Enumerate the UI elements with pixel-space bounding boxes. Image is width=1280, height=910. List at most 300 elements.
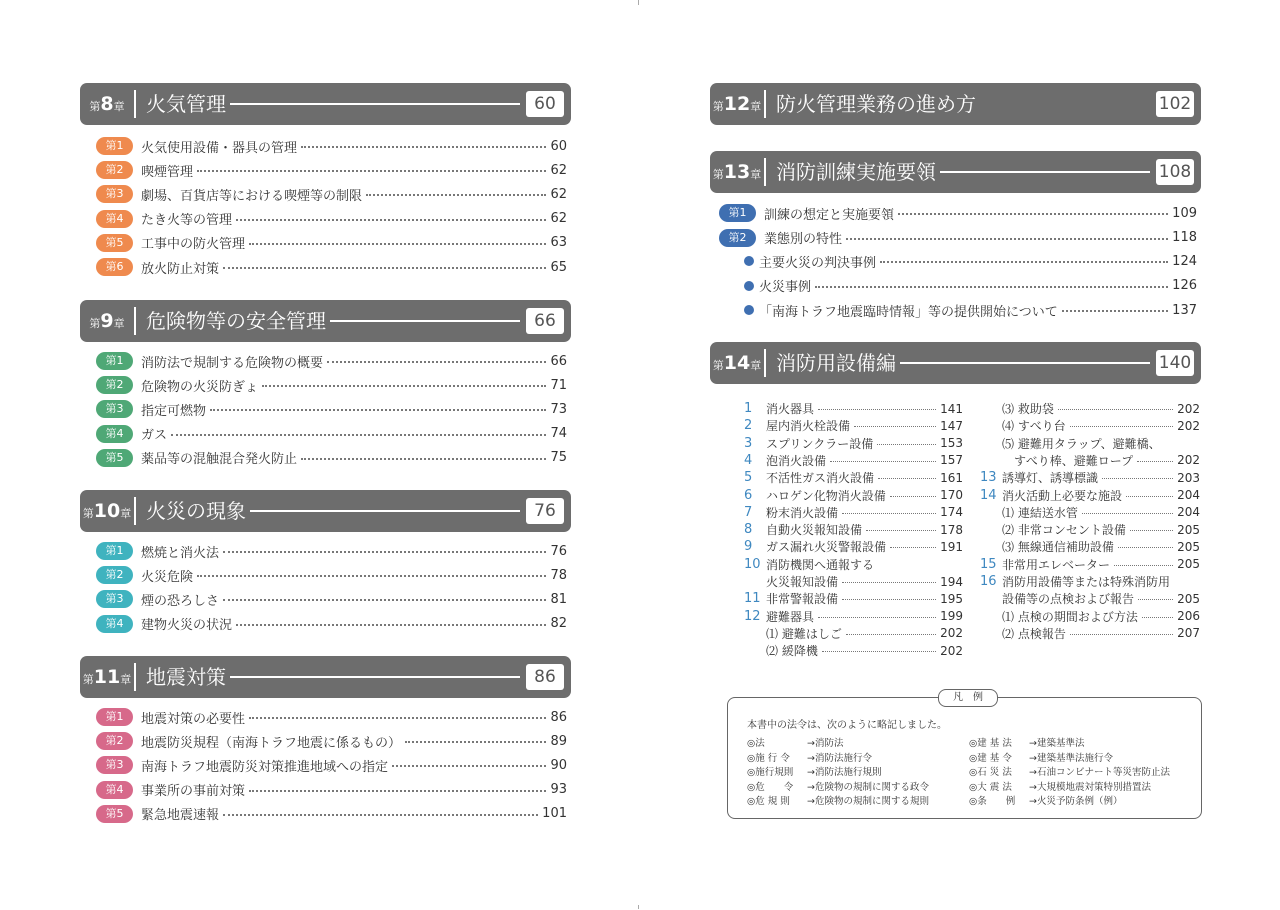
entry-title: 「南海トラフ地震臨時情報」等の提供開始について: [759, 304, 1058, 320]
leader-dots: [818, 617, 936, 618]
entry-page: 74: [550, 426, 567, 442]
equipment-title: 泡消火設備: [766, 453, 827, 468]
leader-dots: [842, 599, 936, 600]
section-badge: 第4: [96, 210, 133, 228]
section-badge: 第5: [96, 805, 133, 823]
chapter-title: 地震対策: [146, 656, 520, 698]
equipment-title: 火災報知設備: [766, 575, 839, 589]
chapter-11-header: [80, 656, 571, 698]
equipment-page: 205: [1177, 591, 1200, 606]
equipment-title: ⑴ 点検の期間および方法: [1002, 609, 1138, 624]
legend-title: 凡 例: [938, 689, 998, 707]
entry-title: 火気使用設備・器具の管理: [141, 140, 298, 156]
entry-title: 地震対策の必要性: [141, 711, 246, 727]
leader-dots: [1126, 496, 1173, 497]
entry-title: 建物火災の状況: [141, 618, 233, 634]
section-badge: 第3: [96, 590, 133, 608]
toc-entry[interactable]: [96, 375, 567, 395]
equipment-page: 141: [940, 401, 963, 416]
leader-dots: [878, 478, 936, 479]
equipment-page: 161: [940, 470, 963, 485]
leader-dots: [171, 434, 546, 436]
entry-title: 指定可燃物: [141, 403, 207, 419]
leader-dots: [327, 361, 546, 363]
equipment-entry[interactable]: [980, 573, 1200, 590]
toc-entry[interactable]: [96, 731, 567, 751]
entry-page: 82: [550, 616, 567, 632]
equipment-title: 消防機関へ通報する: [766, 557, 875, 572]
equipment-title: 屋内消火栓設備: [766, 419, 851, 434]
equipment-page: 202: [1177, 453, 1200, 468]
equipment-page: 205: [1177, 539, 1200, 554]
legend-full: →石油コンビナート等災害防止法: [1029, 767, 1170, 779]
chapter-title: 危険物等の安全管理: [146, 300, 520, 342]
equipment-page: 202: [1177, 418, 1200, 433]
chapter-label: 第11章: [82, 666, 132, 688]
leader-dots: [249, 243, 546, 245]
equipment-entry[interactable]: [980, 625, 1200, 642]
equipment-entry[interactable]: [744, 417, 963, 434]
leader-dots: [880, 261, 1168, 263]
entry-page: 73: [550, 401, 567, 417]
entry-page: 137: [1172, 302, 1197, 318]
equipment-title: ⑵ 非常コンセント設備: [1002, 523, 1126, 538]
equipment-page: 206: [1177, 609, 1200, 624]
entry-page: 62: [550, 211, 567, 227]
section-badge: 第3: [96, 185, 133, 203]
entry-page: 86: [550, 709, 567, 725]
equipment-entry[interactable]: [980, 487, 1200, 504]
legend-full: →危険物の規制に関する政令: [807, 781, 929, 793]
equipment-entry[interactable]: [980, 538, 1200, 555]
equipment-title: 誘導灯、誘導標識: [1002, 471, 1099, 486]
equipment-page: 202: [940, 643, 963, 658]
leader-dots: [1130, 530, 1173, 531]
leader-dots: [890, 547, 936, 548]
leader-dots: [846, 238, 1168, 240]
equipment-number: 8: [744, 522, 753, 538]
chapter-page: 140: [1156, 350, 1194, 376]
equipment-title: 不活性ガス消火設備: [766, 471, 875, 486]
equipment-title: 避難器具: [766, 609, 815, 624]
toc-entry[interactable]: [96, 136, 567, 156]
chapter-12-header: [710, 83, 1201, 125]
chapter-8-header: [80, 83, 571, 125]
legend-full: →消防法: [807, 738, 844, 749]
equipment-entry[interactable]: [980, 590, 1200, 607]
section-badge: 第5: [96, 449, 133, 467]
equipment-entry[interactable]: [744, 642, 963, 659]
equipment-number: 5: [744, 470, 753, 486]
equipment-title: ⑴ 避難はしご: [766, 626, 842, 641]
entry-title: ガス: [141, 428, 168, 444]
chapter-label: 第8章: [89, 93, 125, 115]
entry-page: 101: [542, 806, 567, 822]
chapter-9-header: [80, 300, 571, 342]
entry-title: 劇場、百貨店等における喫煙等の制限: [141, 188, 363, 204]
legend-abbr: ◎建 基 令: [969, 752, 1012, 764]
chapter-title: 火災の現象: [146, 490, 520, 532]
entry-title: 燃焼と消火法: [141, 545, 220, 561]
entry-page: 75: [550, 450, 567, 466]
section-badge: 第2: [719, 229, 756, 247]
section-badge: 第4: [96, 615, 133, 633]
leader-dots: [223, 599, 546, 601]
entry-page: 89: [550, 733, 567, 749]
entry-page: 118: [1172, 230, 1197, 245]
equipment-title: 消火器具: [766, 402, 815, 416]
equipment-entry[interactable]: [744, 538, 963, 555]
bullet-icon: [744, 256, 754, 266]
leader-dots: [846, 634, 936, 635]
equipment-title: すべり棒、避難ロープ: [1002, 453, 1134, 468]
entry-page: 71: [550, 377, 567, 393]
legend-abbr: ◎建 基 法: [969, 738, 1012, 749]
chapter-title: 火気管理: [146, 83, 520, 125]
entry-page: 62: [550, 162, 567, 178]
entry-title: 火災危険: [141, 569, 194, 585]
equipment-number: 15: [980, 556, 997, 572]
leader-dots: [249, 717, 546, 719]
equipment-number: 9: [744, 539, 753, 555]
equipment-entry[interactable]: [744, 504, 963, 521]
equipment-title: 非常用エレベーター: [1002, 557, 1111, 572]
equipment-title: 消火活動上必要な施設: [1002, 488, 1123, 503]
entry-page: 65: [550, 259, 567, 275]
legend-full: →大規模地震対策特別措置法: [1029, 781, 1151, 793]
entry-page: 62: [550, 186, 567, 202]
section-badge: 第5: [96, 234, 133, 252]
equipment-entry[interactable]: [744, 625, 963, 642]
section-badge: 第4: [96, 781, 133, 799]
leader-dots: [815, 286, 1168, 288]
equipment-page: 174: [940, 505, 963, 520]
toc-entry[interactable]: [96, 541, 567, 561]
section-badge: 第1: [96, 137, 133, 155]
equipment-entry[interactable]: [980, 556, 1200, 573]
leader-dots: [842, 513, 936, 514]
section-badge: 第2: [96, 376, 133, 394]
entry-title: 主要火災の判決事例: [759, 255, 877, 271]
legend-full: →消防法施行令: [807, 752, 872, 764]
legend-abbr: ◎危 規 則: [747, 796, 790, 808]
equipment-number: 2: [744, 418, 753, 434]
leader-dots: [210, 409, 546, 411]
leader-dots: [818, 409, 936, 410]
bullet-icon: [744, 305, 754, 315]
section-badge: 第2: [96, 566, 133, 584]
equipment-entry[interactable]: [744, 400, 963, 417]
legend-abbr: ◎施行規則: [747, 767, 794, 779]
equipment-page: 202: [940, 626, 963, 641]
entry-page: 78: [550, 567, 567, 583]
equipment-title: ⑸ 避難用タラップ、避難橋、: [1002, 436, 1161, 451]
leader-dots: [366, 194, 546, 196]
equipment-entry[interactable]: [980, 435, 1200, 452]
leader-dots: [1138, 599, 1173, 600]
equipment-number: 6: [744, 487, 753, 503]
entry-title: 業態別の特性: [764, 232, 843, 247]
leader-dots: [392, 765, 546, 767]
leader-dots: [197, 170, 546, 172]
toc-subentry[interactable]: [744, 251, 1197, 271]
equipment-page: 205: [1177, 557, 1200, 572]
equipment-entry[interactable]: [744, 556, 963, 573]
section-badge: 第6: [96, 258, 133, 276]
section-badge: 第1: [96, 708, 133, 726]
equipment-entry[interactable]: [980, 469, 1200, 486]
equipment-entry[interactable]: [980, 504, 1200, 521]
chapter-title: 消防用設備編: [776, 342, 1150, 384]
entry-title: 火災事例: [759, 280, 812, 295]
toc-entry[interactable]: [719, 203, 1197, 223]
toc-entry[interactable]: [96, 589, 567, 609]
toc-entry[interactable]: [96, 804, 567, 824]
section-badge: 第1: [96, 542, 133, 560]
equipment-entry[interactable]: [980, 608, 1200, 625]
entry-title: 消防法で規制する危険物の概要: [141, 355, 324, 371]
equipment-page: 178: [940, 522, 963, 537]
chapter-page: 86: [526, 664, 564, 690]
chapter-page: 76: [526, 498, 564, 524]
equipment-page: 153: [940, 436, 963, 451]
toc-entry[interactable]: [96, 755, 567, 775]
equipment-title: 粉末消火設備: [766, 505, 839, 520]
chapter-label: 第12章: [712, 93, 762, 115]
equipment-title: 設備等の点検および報告: [1002, 592, 1135, 607]
leader-dots: [1142, 617, 1173, 618]
entry-page: 126: [1172, 278, 1197, 293]
leader-dots: [822, 651, 936, 652]
legend-abbr: ◎石 災 法: [969, 767, 1012, 779]
entry-title: 薬品等の混触混合発火防止: [141, 452, 298, 468]
chapter-10-header: [80, 490, 571, 532]
toc-entry[interactable]: [96, 424, 567, 444]
toc-subentry[interactable]: [744, 300, 1197, 320]
equipment-page: 195: [940, 591, 963, 606]
chapter-page: 108: [1156, 159, 1194, 185]
entry-title: 危険物の火災防ぎょ: [141, 379, 259, 395]
entry-page: 66: [550, 353, 567, 369]
leader-dots: [830, 461, 936, 462]
leader-dots: [301, 458, 546, 460]
equipment-page: 202: [1177, 401, 1200, 416]
entry-title: 工事中の防火管理: [141, 237, 246, 253]
equipment-number: 13: [980, 470, 997, 486]
section-badge: 第3: [96, 756, 133, 774]
legend-abbr: ◎危 令: [747, 781, 794, 793]
leader-dots: [1058, 409, 1173, 410]
leader-dots: [223, 814, 538, 816]
equipment-title: スプリンクラー設備: [766, 436, 874, 451]
legend-full: →消防法施行規則: [807, 767, 882, 779]
equipment-entry[interactable]: [744, 452, 963, 469]
equipment-title: ⑶ 無線通信補助設備: [1002, 540, 1114, 555]
leader-dots: [301, 146, 546, 148]
equipment-number: 10: [744, 556, 761, 572]
toc-entry[interactable]: [96, 257, 567, 277]
equipment-title: ガス漏れ火災警報設備: [766, 540, 887, 555]
legend-abbr: ◎法: [747, 738, 765, 749]
legend-abbr: ◎条 例: [969, 796, 1016, 808]
toc-subentry[interactable]: [744, 276, 1197, 296]
toc-entry[interactable]: [719, 228, 1197, 248]
entry-page: 76: [550, 543, 567, 559]
equipment-page: 157: [940, 453, 963, 468]
equipment-page: 194: [940, 574, 963, 589]
equipment-number: 12: [744, 608, 761, 624]
equipment-entry[interactable]: [980, 452, 1200, 469]
legend-full: →建築基準法: [1029, 738, 1085, 749]
chapter-title: 消防訓練実施要領: [776, 151, 1150, 193]
toc-entry[interactable]: [96, 780, 567, 800]
equipment-title: ⑵ 緩降機: [766, 644, 818, 659]
leader-dots: [223, 267, 546, 269]
legend-abbr: ◎大 震 法: [969, 781, 1012, 793]
equipment-entry[interactable]: [744, 573, 963, 590]
leader-dots: [1070, 634, 1173, 635]
fold-mark-bottom: [638, 905, 639, 909]
toc-entry[interactable]: [96, 233, 567, 253]
fold-mark-top: [638, 0, 639, 5]
entry-title: 事業所の事前対策: [141, 784, 246, 800]
equipment-number: 7: [744, 504, 753, 520]
section-badge: 第2: [96, 732, 133, 750]
chapter-page: 60: [526, 91, 564, 117]
legend-abbr: ◎施 行 令: [747, 752, 790, 764]
entry-title: 地震防災規程（南海トラフ地震に係るもの）: [141, 735, 402, 751]
equipment-number: 11: [744, 591, 761, 607]
equipment-entry[interactable]: [980, 417, 1200, 434]
equipment-title: 非常警報設備: [766, 592, 839, 607]
chapter-13-header: [710, 151, 1201, 193]
legend-box: [727, 692, 1202, 819]
toc-entry[interactable]: [96, 160, 567, 180]
equipment-number: 3: [744, 435, 753, 451]
leader-dots: [1114, 565, 1173, 566]
equipment-entry[interactable]: [744, 590, 963, 607]
section-badge: 第1: [719, 204, 756, 222]
equipment-number: 16: [980, 574, 997, 589]
leader-dots: [898, 213, 1168, 215]
entry-page: 63: [550, 235, 567, 251]
entry-title: たき火等の管理: [141, 213, 233, 229]
equipment-number: 1: [744, 401, 753, 416]
legend-full: →建築基準法施行令: [1029, 752, 1113, 764]
equipment-entry[interactable]: [744, 469, 963, 486]
leader-dots: [1137, 461, 1173, 462]
equipment-title: 自動火災報知設備: [766, 523, 863, 538]
equipment-page: 207: [1177, 626, 1200, 641]
chapter-label: 第10章: [82, 500, 132, 522]
toc-entry[interactable]: [96, 184, 567, 204]
entry-title: 放火防止対策: [141, 261, 220, 277]
leader-dots: [405, 741, 546, 743]
entry-page: 81: [550, 591, 567, 607]
equipment-page: 203: [1177, 470, 1200, 485]
equipment-title: ハロゲン化物消火設備: [766, 488, 886, 503]
equipment-number: 14: [980, 487, 997, 503]
legend-intro: 本書中の法令は、次のように略記しました。: [747, 720, 947, 731]
leader-dots: [223, 551, 546, 553]
equipment-page: 204: [1177, 488, 1200, 502]
chapter-label: 第9章: [89, 310, 125, 332]
entry-page: 60: [550, 138, 567, 154]
chapter-label: 第13章: [712, 161, 762, 183]
legend-full: →火災予防条例（例）: [1029, 796, 1123, 808]
equipment-title: ⑷ すべり台: [1002, 419, 1066, 434]
leader-dots: [890, 496, 936, 497]
leader-dots: [1102, 478, 1173, 479]
leader-dots: [197, 575, 546, 577]
equipment-title: ⑴ 連結送水管: [1002, 505, 1078, 520]
chapter-title: 防火管理業務の進め方: [776, 92, 976, 116]
toc-entry[interactable]: [96, 399, 567, 419]
section-badge: 第1: [96, 352, 133, 370]
equipment-entry[interactable]: [744, 435, 963, 452]
toc-entry[interactable]: [96, 448, 567, 468]
entry-page: 93: [550, 782, 567, 798]
equipment-entry[interactable]: [744, 487, 963, 504]
toc-entry[interactable]: [96, 209, 567, 229]
equipment-page: 191: [940, 539, 963, 554]
leader-dots: [262, 385, 546, 387]
leader-dots: [1070, 426, 1174, 427]
equipment-page: 170: [940, 488, 963, 502]
entry-page: 124: [1172, 253, 1197, 269]
chapter-label: 第14章: [712, 352, 762, 374]
equipment-entry[interactable]: [744, 521, 963, 538]
leader-dots: [236, 219, 546, 221]
equipment-entry[interactable]: [980, 400, 1200, 417]
equipment-title: ⑶ 救助袋: [1002, 402, 1054, 416]
equipment-page: 204: [1177, 505, 1200, 520]
leader-dots: [866, 530, 936, 531]
entry-title: 喫煙管理: [141, 164, 194, 180]
toc-entry[interactable]: [96, 614, 567, 634]
chapter-page: 66: [526, 308, 564, 334]
equipment-entry[interactable]: [980, 521, 1200, 538]
leader-dots: [877, 444, 936, 445]
toc-entry[interactable]: [96, 351, 567, 371]
equipment-title: 消防用設備等または特殊消防用: [1002, 575, 1171, 589]
chapter-page: 102: [1156, 91, 1194, 117]
section-badge: 第2: [96, 161, 133, 179]
leader-dots: [236, 624, 546, 626]
equipment-page: 147: [940, 418, 963, 433]
leader-dots: [1118, 547, 1173, 548]
entry-title: 煙の恐ろしさ: [141, 593, 220, 609]
toc-entry[interactable]: [96, 565, 567, 585]
entry-title: 緊急地震速報: [141, 808, 220, 824]
leader-dots: [854, 426, 936, 427]
equipment-page: 205: [1177, 522, 1200, 537]
equipment-title: ⑵ 点検報告: [1002, 626, 1066, 641]
leader-dots: [1082, 513, 1173, 514]
equipment-number: 4: [744, 452, 753, 468]
toc-entry[interactable]: [96, 707, 567, 727]
leader-dots: [1062, 310, 1168, 312]
equipment-entry[interactable]: [744, 608, 963, 625]
section-badge: 第4: [96, 425, 133, 443]
entry-title: 訓練の想定と実施要領: [764, 207, 895, 223]
section-badge: 第3: [96, 400, 133, 418]
entry-page: 109: [1172, 205, 1197, 221]
chapter-14-header: [710, 342, 1201, 384]
legend-full: →危険物の規制に関する規則: [807, 796, 929, 808]
entry-title: 南海トラフ地震防災対策推進地域への指定: [141, 759, 389, 775]
leader-dots: [249, 790, 546, 792]
